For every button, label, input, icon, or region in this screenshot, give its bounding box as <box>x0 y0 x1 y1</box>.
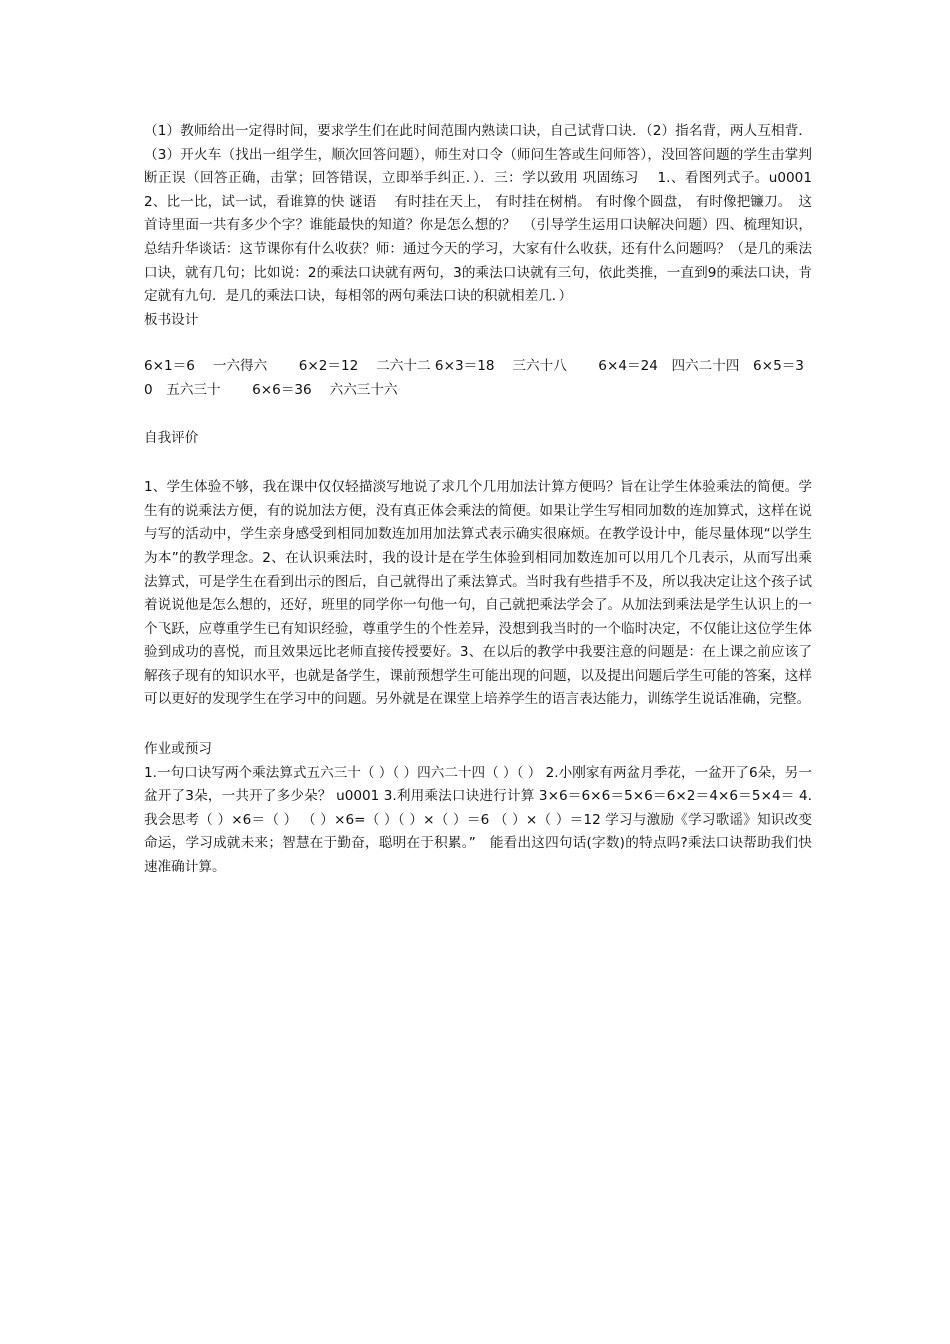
spacer <box>144 450 812 476</box>
spacer <box>144 332 812 355</box>
document-body <box>144 120 817 880</box>
intro-paragraph: （1）教师给出一定得时间，要求学生们在此时间范围内熟读口诀，自己试背口诀．（2）指名背，两人互相背．（3）开火车（找出一组学生，顺次回答问题），师生对口令（师问生答或生问师答），没回答问题的学生击掌判断正误（回答正确，击掌；回答错误，立即举手纠正．）．三：学以致用 巩固练习 1.、看图列式子。u0001 2、比一比，试一试，看谁算的快 谜语 有时挂在天上， 有时挂在树梢。 有时像个圆盘， 有时像把镰刀。 这首诗里面一共有多少个字？谁能最快的知道？你是怎么想的？ （引导学生运用口诀解决问题）四、梳理知识，总结升华谈话：这节课你有什么收获？师：通过今天的学习，大家有什么收获，还有什么问题吗？（是几的乘法口诀，就有几句；比如说：2的乘法口诀就有两句，3的乘法口诀就有三句，依此类推，一直到9的乘法口诀，肯定就有九句．是几的乘法口诀，每相邻的两句乘法口诀的积就相差几．） <box>144 123 817 305</box>
spacer <box>144 403 812 427</box>
spacer <box>144 712 812 738</box>
self-evaluation-heading: 自我评价 <box>144 429 199 446</box>
board-design-heading: 板书设计 <box>144 311 199 328</box>
homework-paragraph: 1.一句口诀写两个乘法算式五六三十（ ）（ ）四六二十四（ ）（ ） 2.小刚家有两盆月季花，一盆开了6朵，另一盆开了3朵，一共开了多少朵？ u0001 3.利用乘法口诀进行计算 3×6＝6×6＝5×6＝6×2＝4×6＝5×4＝ 4.我会思考（ ）×6＝（ ） （ ）×6=（ ）（ ）×（ ）＝6 （ ）×（ ）＝12 学习与激励《学习歌谣》知识改变命运，学习成就未来；智慧在于勤奋，聪明在于积累。” 能看出这四句话(字数)的特点吗?乘法口诀帮助我们快速准确计算。 <box>144 764 812 876</box>
self-evaluation-paragraph: 1、学生体验不够，我在课中仅仅轻描淡写地说了求几个几用加法计算方便吗？旨在让学生体验乘法的简便。学生有的说乘法方便，有的说加法方便，没有真正体会乘法的简便。如果让学生写相同加数的连加算式，这样在说与写的活动中，学生亲身感受到相同加数连加用加法算式表示确实很麻烦。在教学设计中，能尽量体现“以学生为本”的教学理念。2、在认识乘法时，我的设计是在学生体验到相同加数连加可以用几个几表示，从而写出乘法算式，可是学生在看到出示的图后，自己就得出了乘法算式。当时我有些措手不及，所以我决定让这个孩子试着说说他是怎么想的，还好，班里的同学你一句他一句，自己就把乘法学会了。从加法到乘法是学生认识上的一个飞跃，应尊重学生已有知识经验，尊重学生的个性差异，没想到我当时的一个临时决定，不仅能让这位学生体验到成功的喜悦，而且效果远比老师直接传授要好。3、在以后的教学中我要注意的问题是：在上课之前应该了解孩子现有的知识水平，也就是备学生，课前预想学生可能出现的问题，以及提出问题后学生可能的答案，这样可以更好的发现学生在学习中的问题。另外就是在课堂上培养学生的语言表达能力，训练学生说话准确，完整。 <box>144 479 812 708</box>
board-design-content: 6×1＝6 一六得六 6×2＝12 二六十二 6×3＝18 三六十八 6×4＝24 四六二十四 6×5＝30 五六三十 6×6＝36 六六三十六 <box>144 358 804 398</box>
homework-heading: 作业或预习 <box>144 741 212 758</box>
